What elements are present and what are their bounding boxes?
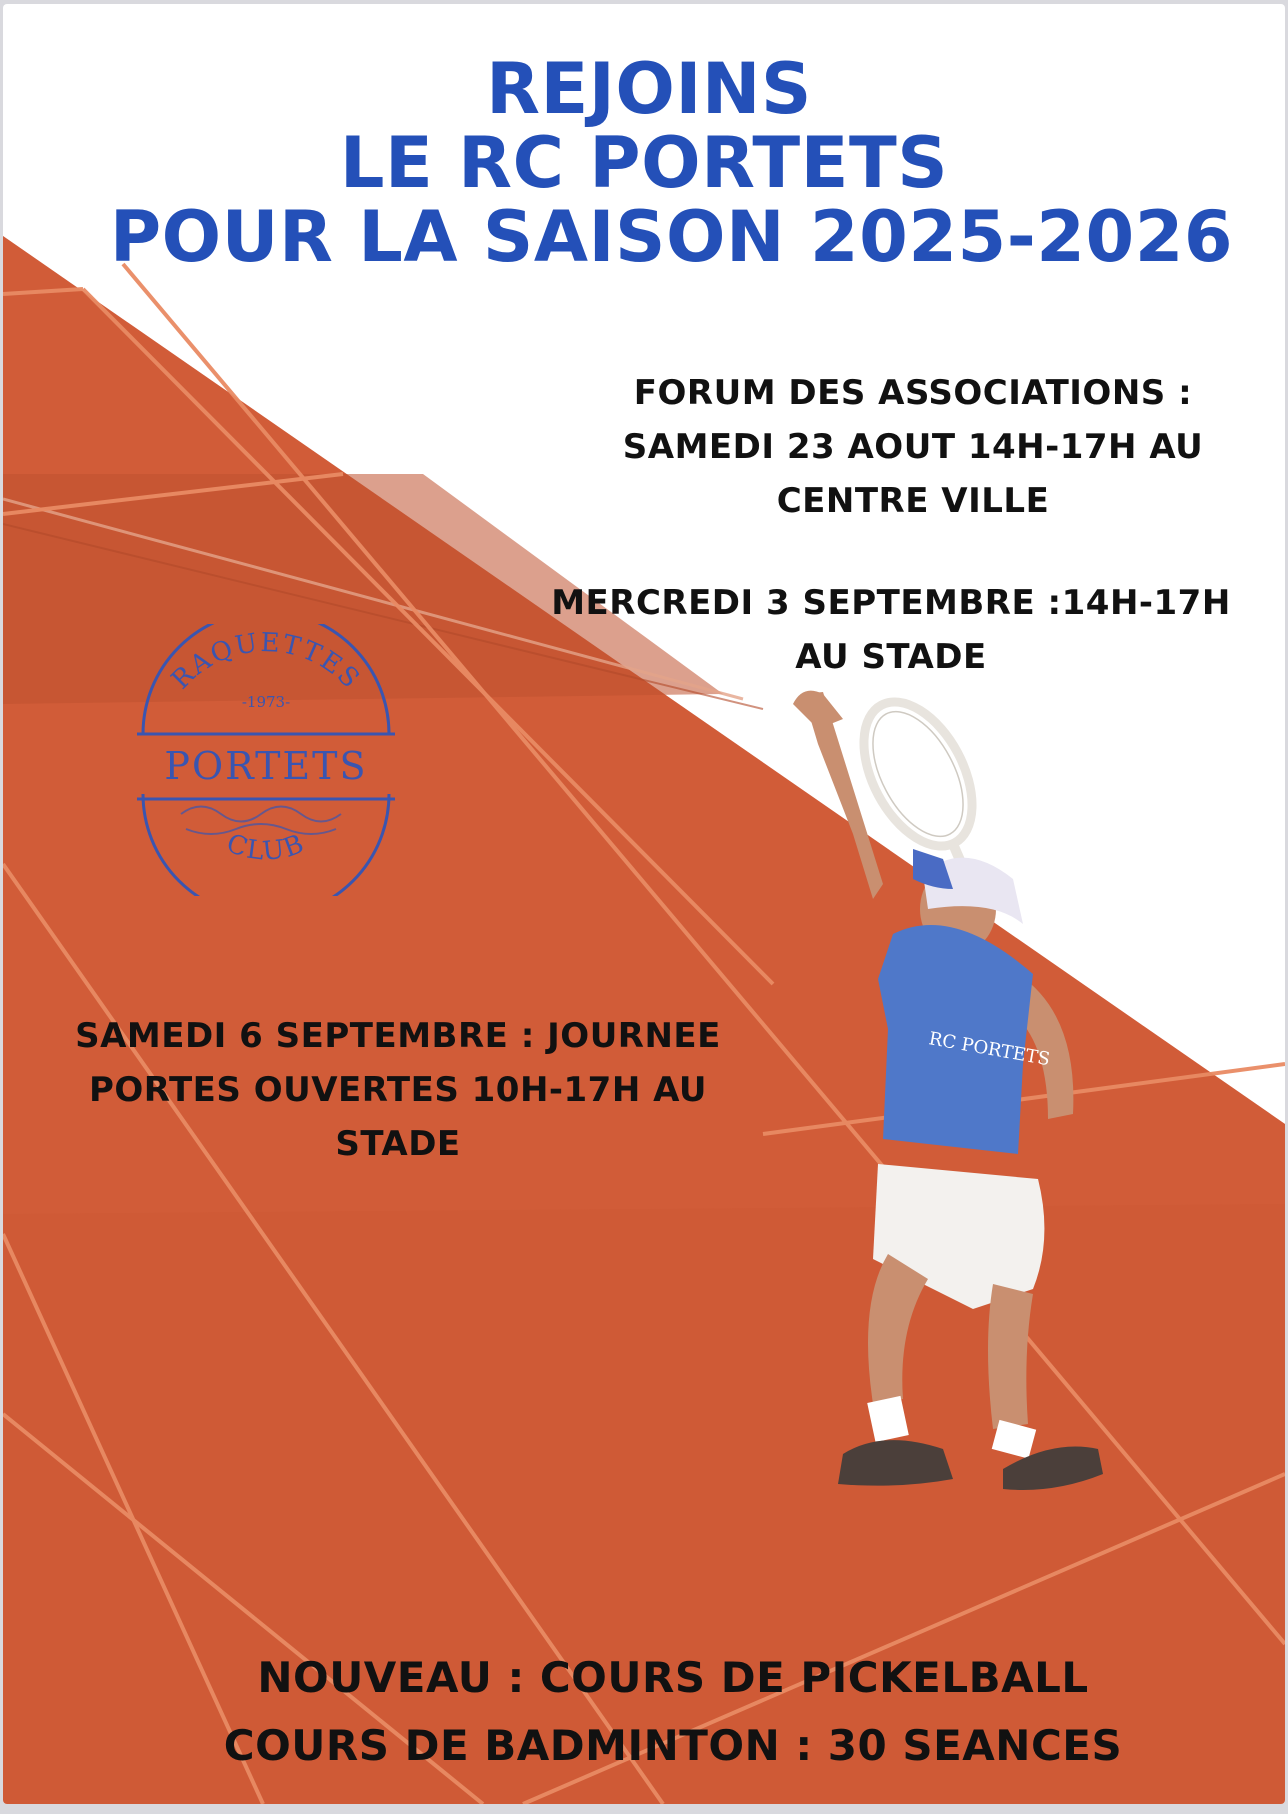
footer-line-2: COURS DE BADMINTON : 30 SEANCES — [223, 1721, 1123, 1770]
footer-line-1: NOUVEAU : COURS DE PICKELBALL — [257, 1653, 1089, 1702]
forum-line-3: CENTRE VILLE — [776, 481, 1050, 521]
logo-bottom-text: CLUB — [222, 828, 310, 867]
raquettes-portets-club-logo — [131, 624, 401, 896]
samedi-line-3: STADE — [335, 1124, 461, 1164]
shirt-text: RC PORTETS — [927, 1028, 1052, 1071]
mercredi-event-text — [531, 576, 1251, 684]
mercredi-line-2: AU STADE — [795, 637, 987, 677]
samedi-event-text — [33, 1009, 763, 1171]
svg-text:RAQUETTES — [166, 628, 366, 695]
logo-year: -1973- — [241, 693, 291, 711]
logo-name: PORTETS — [164, 744, 368, 788]
mercredi-line-1: MERCREDI 3 SEPTEMBRE :14H-17H — [551, 583, 1231, 623]
forum-event-text — [588, 366, 1238, 528]
title-line-1: REJOINS — [486, 48, 812, 130]
poster — [3, 4, 1285, 1804]
svg-text:CLUB — [222, 828, 309, 867]
logo-top-text: RAQUETTES — [165, 627, 367, 696]
samedi-line-2: PORTES OUVERTES 10H-17H AU — [88, 1070, 708, 1110]
title-line-3: POUR LA SAISON 2025-2026 — [109, 196, 1234, 278]
forum-line-1: FORUM DES ASSOCIATIONS : — [633, 373, 1193, 413]
footer-announcement — [173, 1644, 1173, 1780]
page-title — [3, 48, 1285, 278]
samedi-line-1: SAMEDI 6 SEPTEMBRE : JOURNEE — [75, 1016, 721, 1056]
tennis-player-illustration — [763, 684, 1143, 1544]
forum-line-2: SAMEDI 23 AOUT 14H-17H AU — [622, 427, 1204, 467]
title-line-2: LE RC PORTETS — [339, 122, 949, 204]
